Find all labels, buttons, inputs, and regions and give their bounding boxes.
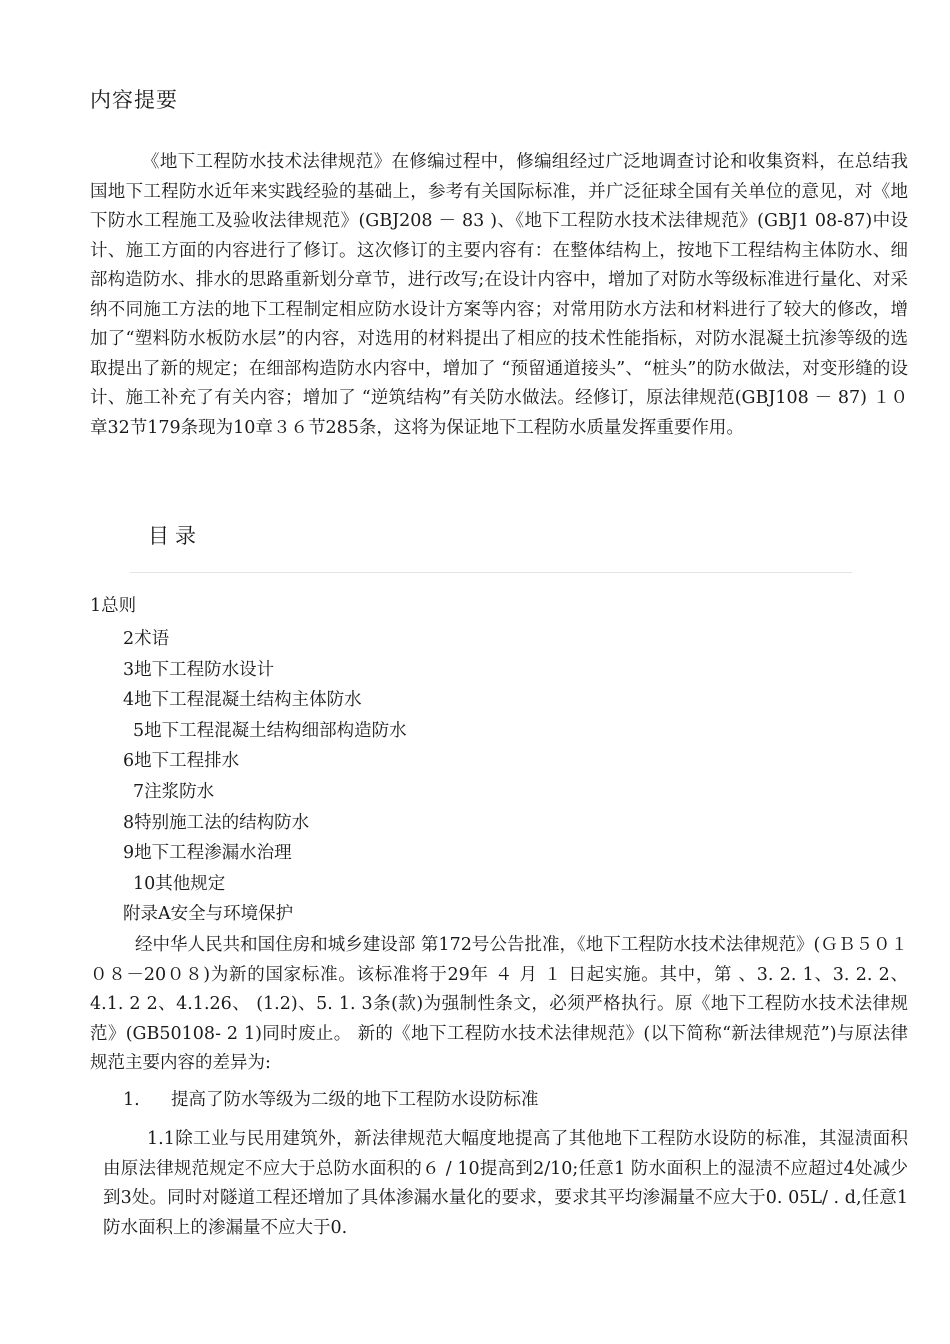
toc-item: 1总则 xyxy=(90,596,137,616)
toc-item: 附录A安全与环境保护 xyxy=(123,904,294,924)
toc-title: 目录 xyxy=(148,524,202,548)
divider-line xyxy=(130,572,852,573)
section-number: 1. xyxy=(123,1090,140,1110)
toc-item: 9地下工程渗漏水治理 xyxy=(123,843,292,863)
toc-item: 3地下工程防水设计 xyxy=(123,660,275,680)
toc-item: 2术语 xyxy=(123,629,170,649)
section-title: 提高了防水等级为二级的地下工程防水设防标准 xyxy=(171,1090,539,1110)
toc-item: 6地下工程排水 xyxy=(123,751,240,771)
toc-item: 7注浆防水 xyxy=(133,782,215,802)
toc-item: 4地下工程混凝土结构主体防水 xyxy=(123,690,362,710)
section-heading xyxy=(123,1086,539,1111)
page-heading: 内容提要 xyxy=(90,88,178,112)
toc-item: 8特别施工法的结构防水 xyxy=(123,813,310,833)
announcement-paragraph: 经中华人民共和国住房和城乡建设部 第172号公告批准，《地下工程防水技术法律规范》(ＧＢ５０１０８－20０８)为新的国家标准。该标准将于29年 ４ 月 １ 日起实施。其中，第 、3. 2. 1、3. 2. 2、4.1. 2 2、4.1.26、 (1.2)、5. 1. 3条(款)为强制性条文，必须严格执行。原《地下工程防水技术法律规范》(GB50108- 2 1)同时废止。 新的《地下工程防水技术法律规范》(以下简称“新法律规范”)与原法律规范主要内容的差异为: xyxy=(90,935,908,1073)
toc-item: 5地下工程混凝土结构细部构造防水 xyxy=(133,721,407,741)
summary-paragraph: 《地下工程防水技术法律规范》在修编过程中，修编组经过广泛地调查讨论和收集资料，在总结我国地下工程防水近年来实践经验的基础上，参考有关国际标准，并广泛征球全国有关单位的意见，对《地下防水工程施工及验收法律规范》(GBJ208 － 83 )、《地下工程防水技术法律规范》(GBJ1 08-87)中设计、施工方面的内容进行了修订。这次修订的主要内容有：在整体结构上，按地下工程结构主体防水、细部构造防水、排水的思路重新划分章节，进行改写;在设计内容中，增加了对防水等级标准进行量化、对采纳不同施工方法的地下工程制定相应防水设计方案等内容；对常用防水方法和材料进行了较大的修改，增加了“塑料防水板防水层”的内容，对选用的材料提出了相应的技术性能指标，对防水混凝土抗渗等级的选取提出了新的规定；在细部构造防水内容中，增加了 “预留通道接头”、“桩头”的防水做法，对变形缝的设计、施工补充了有关内容；增加了 “逆筑结构”有关防水做法。经修订，原法律规范(GBJ108 － 87) １０章32节179条现为10章３６节285条，这将为保证地下工程防水质量发挥重要作用。 xyxy=(90,152,908,438)
clause-paragraph: 1.1除工业与民用建筑外，新法律规范大幅度地提高了其他地下工程防水设防的标准，其湿渍面积由原法律规范规定不应大于总防水面积的６ / 10提高到2/10;任意1 防水面积上的湿渍不应超过4处减少到3处。同时对隧道工程还增加了具体渗漏水量化的要求，要求其平均渗漏量不应大于0. 05L/ . d,任意1 防水面积上的渗漏量不应大于0. xyxy=(103,1129,908,1238)
toc-item: 10其他规定 xyxy=(133,874,226,894)
